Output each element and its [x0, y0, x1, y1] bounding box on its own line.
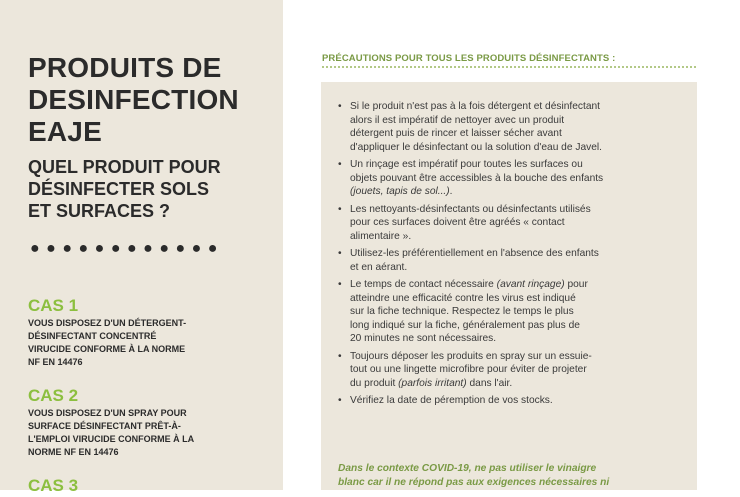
subtitle-line: ET SURFACES ? — [28, 201, 171, 221]
item-line: 20 minutes ne sont nécessaires. — [350, 333, 497, 344]
list-item — [338, 278, 680, 346]
page-title — [28, 52, 278, 148]
case-line: VOUS DISPOSEZ D'UN SPRAY POUR — [28, 408, 187, 418]
item-line: long indiqué sur la fiche, généralement pas plus de — [350, 319, 580, 331]
item-line: et en aérant. — [350, 261, 408, 273]
case-line: NF EN 14476 — [28, 357, 83, 367]
title-line: DESINFECTION — [28, 84, 239, 115]
dotted-divider: ●●●●●●●●●●●● — [30, 240, 224, 257]
item-line: Si le produit n'est pas à la fois détergent et désinfectant — [350, 101, 600, 112]
case-line: NORME NF EN 14476 — [28, 447, 119, 457]
item-text: pour — [564, 279, 588, 290]
item-text: Le temps de contact nécessaire — [350, 279, 497, 290]
item-line: pour ces surfaces doivent être agréés « contact — [350, 217, 565, 228]
case-line: VIRUCIDE CONFORME À LA NORME — [28, 344, 186, 354]
item-line: alors il est impératif de nettoyer avec un produit — [350, 114, 565, 126]
item-emphasis: (jouets, tapis de sol...) — [350, 186, 450, 197]
bullet-icon: • — [338, 101, 342, 112]
title-line: PRODUITS DE — [28, 52, 222, 83]
item-text: dans l'air. — [466, 377, 513, 389]
case-line: L'EMPLOI VIRUCIDE CONFORME À LA — [28, 434, 195, 444]
item-line: objets pouvant être accessibles à la bouche des enfants — [350, 172, 604, 184]
item-line — [350, 377, 680, 391]
item-line: Les nettoyants-désinfectants ou désinfectants utilisés — [350, 203, 591, 215]
list-item — [338, 394, 680, 408]
list-item — [338, 100, 680, 154]
list-item — [338, 350, 680, 391]
item-text: . — [449, 186, 453, 197]
title-line: EAJE — [28, 116, 102, 147]
list-item — [338, 247, 680, 274]
item-emphasis: (avant rinçage) — [496, 279, 565, 290]
case-line: DÉSINFECTANT CONCENTRÉ — [28, 331, 157, 341]
list-item — [338, 203, 680, 244]
item-line — [350, 278, 680, 292]
item-line: Toujours déposer les produits en spray sur un essuie- — [350, 350, 592, 362]
item-line: alimentaire ». — [350, 230, 412, 242]
case-line: VOUS DISPOSEZ D'UN DÉTERGENT- — [28, 318, 187, 328]
subtitle-line: QUEL PRODUIT POUR — [28, 157, 221, 177]
item-line: Utilisez-les préférentiellement en l'absence des enfants — [350, 248, 599, 259]
list-item — [338, 158, 680, 199]
item-line: détergent puis de rincer et laisser sécher avant — [350, 128, 562, 139]
bullet-icon: • — [338, 159, 342, 170]
bullet-icon: • — [338, 248, 342, 259]
case-title: CAS 1 — [28, 296, 79, 315]
item-line: Vérifiez la date de péremption de vos stocks. — [350, 395, 553, 406]
case-title: CAS 3 — [28, 476, 79, 495]
bullet-icon: • — [338, 350, 342, 362]
case-line: SURFACE DÉSINFECTANT PRÊT-À- — [28, 421, 181, 431]
case-3 — [28, 476, 268, 497]
bullet-icon: • — [338, 395, 342, 406]
subtitle-line: DÉSINFECTER SOLS — [28, 179, 210, 199]
header-underline — [322, 66, 696, 68]
note-line: blanc car il ne répond pas aux exigences nécessaires ni — [338, 477, 610, 488]
item-line — [350, 185, 680, 199]
case-title: CAS 2 — [28, 386, 79, 405]
item-emphasis: (parfois irritant) — [398, 377, 467, 389]
page-subtitle — [28, 156, 278, 222]
case-description — [28, 317, 268, 369]
item-line: tout ou une lingette microfibre pour éviter de projeter — [350, 364, 587, 375]
item-line: atteindre une efficacité contre les virus est indiqué — [350, 292, 576, 304]
precautions-header: PRÉCAUTIONS POUR TOUS LES PRODUITS DÉSINFECTANTS : — [322, 53, 616, 64]
bullet-icon: • — [338, 203, 342, 215]
note-line: Dans le contexte COVID-19, ne pas utiliser le vinaigre — [338, 463, 597, 474]
item-line: d'appliquer le désinfectant ou la solution d'eau de Javel. — [350, 141, 602, 153]
item-line: sur la fiche technique. Respectez le temps le plus — [350, 306, 574, 317]
bullet-icon: • — [338, 279, 342, 290]
precautions-list — [338, 100, 680, 412]
item-line: Un rinçage est impératif pour toutes les surfaces ou — [350, 159, 583, 170]
left-panel — [0, 0, 283, 495]
item-text: du produit — [350, 377, 399, 389]
case-description — [28, 407, 268, 459]
case-2 — [28, 386, 268, 459]
case-1 — [28, 296, 268, 369]
covid-note — [338, 462, 683, 490]
